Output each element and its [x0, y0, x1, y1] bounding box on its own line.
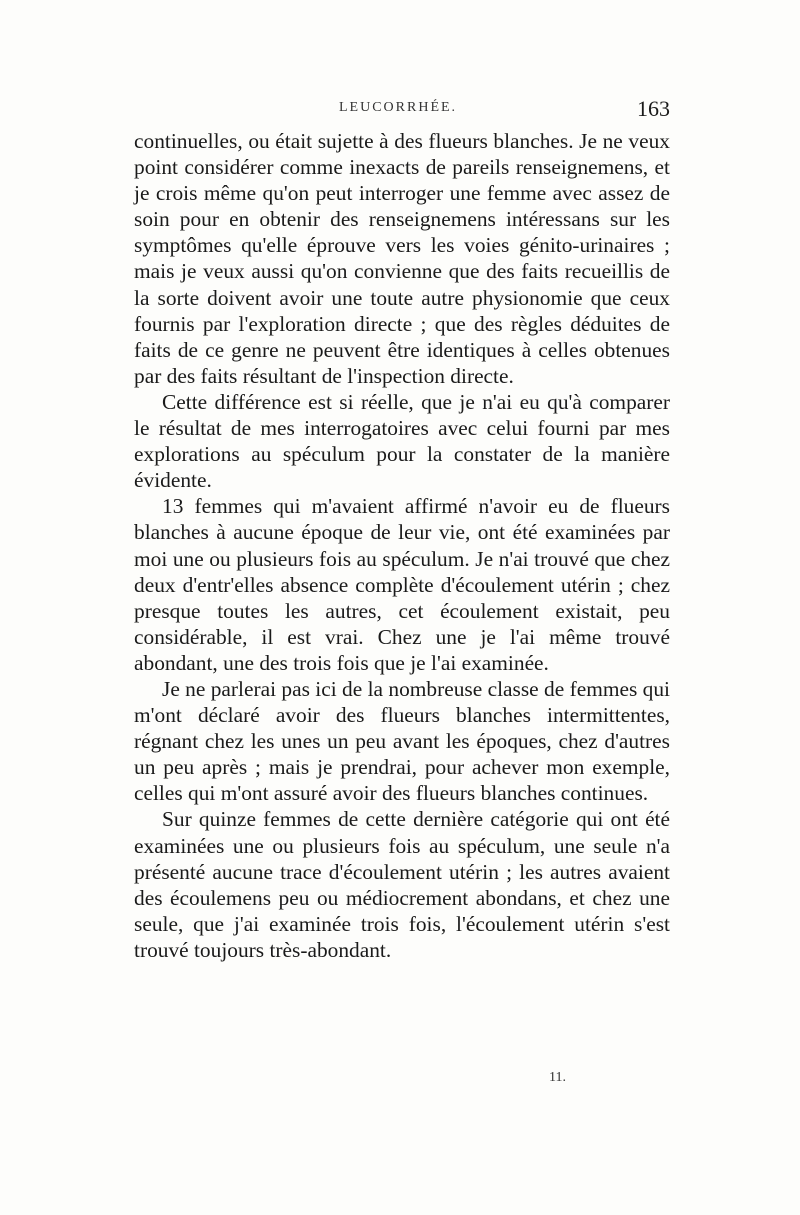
paragraph: Cette différence est si réelle, que je n'ai eu qu'à comparer le résultat de mes interrogatoires avec celui fourni par mes explorations au spéculum pour la constater de la manière évidente.	[134, 389, 670, 493]
paragraph: Je ne parlerai pas ici de la nombreuse classe de femmes qui m'ont déclaré avoir des flueurs blanches intermittentes, régnant chez les unes un peu avant les époques, chez d'autres un peu après ; mais je prendrai, pour achever mon exemple, celles qui m'ont assuré avoir des flueurs blanches continues.	[134, 676, 670, 806]
paragraph: 13 femmes qui m'avaient affirmé n'avoir eu de flueurs blanches à aucune époque de leur vie, ont été examinées par moi une ou plusieurs fois au spéculum. Je n'ai trouvé que chez deux d'entr'elles absence complète d'écoulement utérin ; chez presque toutes les autres, cet écoulement existait, peu considérable, il est vrai. Chez une je l'ai même trouvé abondant, une des trois fois que je l'ai examinée.	[134, 494, 670, 675]
body-text	[134, 128, 670, 963]
paragraph: Sur quinze femmes de cette dernière catégorie qui ont été examinées une ou plusieurs fois au spéculum, une seule n'a présenté aucune trace d'écoulement utérin ; les autres avaient des écoulemens peu ou médiocrement abondans, et chez une seule, que j'ai examinée trois fois, l'écoulement utérin s'est trouvé toujours très-abondant.	[134, 807, 670, 962]
page-header	[134, 96, 670, 126]
signature-mark: 11.	[549, 1070, 566, 1085]
running-head: LEUCORRHÉE.	[339, 100, 458, 115]
page-number: 163	[637, 96, 670, 121]
paragraph: continuelles, ou était sujette à des flueurs blanches. Je ne veux point considérer comme inexacts de pareils renseignemens, et je crois même qu'on peut interroger une femme avec assez de soin pour en obtenir des renseignemens intéressans sur les symptômes qu'elle éprouve vers les voies génito-urinaires ; mais je veux aussi qu'on convienne que des faits recueillis de la sorte doivent avoir une toute autre physionomie que ceux fournis par l'exploration directe ; que des règles déduites de faits de ce genre ne peuvent être identiques à celles obtenues par des faits résultant de l'inspection directe.	[134, 129, 670, 388]
